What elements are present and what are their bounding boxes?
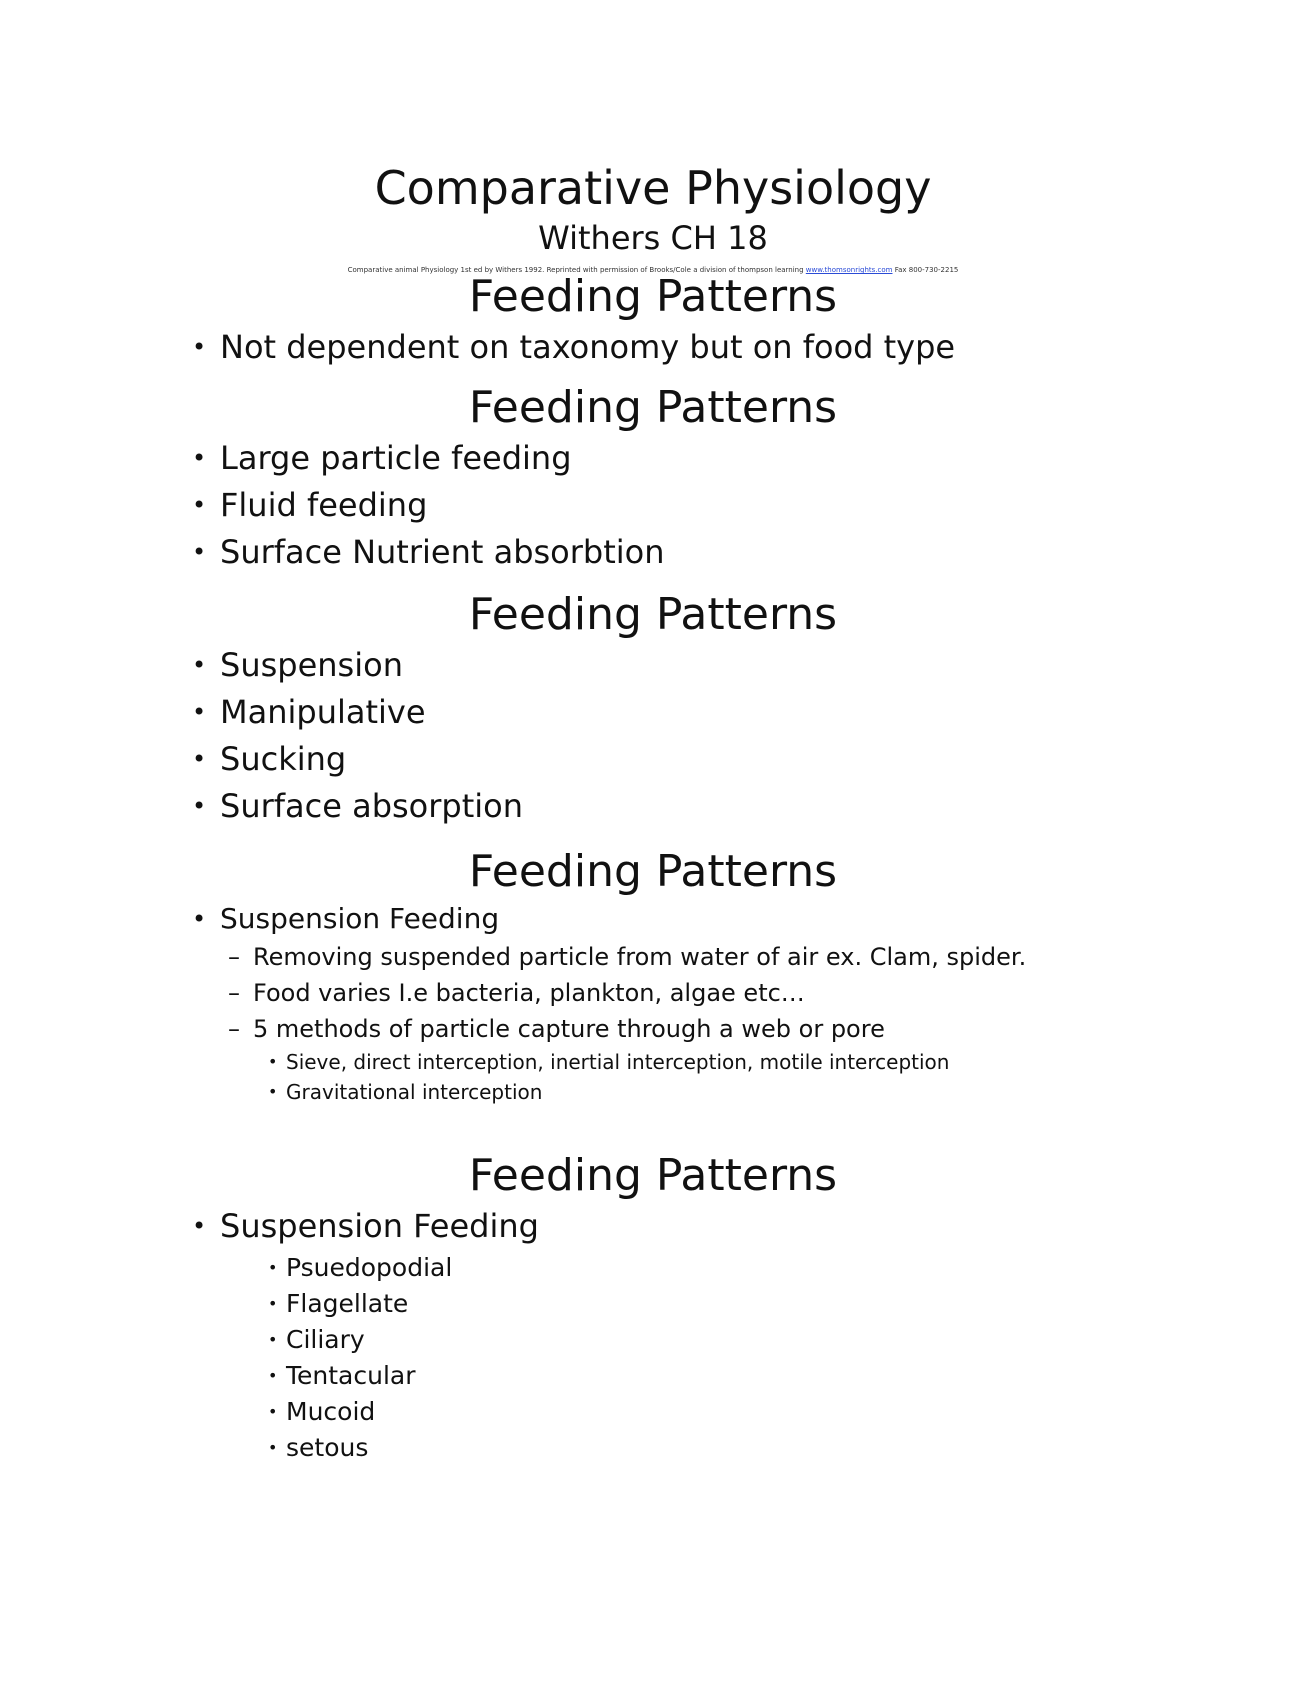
credit-fax: Fax 800-730-2215 <box>894 266 959 274</box>
list-item: • Surface Nutrient absorbtion <box>0 529 1306 576</box>
document-title: Comparative Physiology <box>374 161 932 215</box>
bullet-list <box>0 324 1306 371</box>
sub-list-item: • Psuedopodial <box>0 1250 1306 1286</box>
bullet-list <box>0 1203 1306 1466</box>
section-1 <box>0 270 1306 371</box>
list-item: • Suspension Feeding <box>0 1203 1306 1250</box>
bullet-list <box>0 642 1306 830</box>
sub-list-item: • Ciliary <box>0 1322 1306 1358</box>
section-heading: Feeding Patterns <box>468 589 838 640</box>
list-item: • Fluid feeding <box>0 482 1306 529</box>
section-heading: Feeding Patterns <box>468 271 838 322</box>
sub-list-item: – 5 methods of particle capture through a web or pore <box>0 1011 1306 1047</box>
sub-list-item: • Tentacular <box>0 1358 1306 1394</box>
section-5 <box>0 1149 1306 1466</box>
list-item: • Sucking <box>0 736 1306 783</box>
list-item: • Suspension Feeding <box>0 899 1306 939</box>
credit-text: Comparative animal Physiology 1st ed by Withers 1992. Reprinted with permission of Brooks/Cole a division of thompson learning <box>347 266 804 274</box>
section-heading: Feeding Patterns <box>468 846 838 897</box>
sub-sub-list-item: • Gravitational interception <box>0 1077 1306 1107</box>
section-heading: Feeding Patterns <box>468 1150 838 1201</box>
document-subtitle: Withers CH 18 <box>538 219 768 257</box>
section-4 <box>0 845 1306 1107</box>
sub-list-item: – Removing suspended particle from water of air ex. Clam, spider. <box>0 939 1306 975</box>
list-item: • Manipulative <box>0 689 1306 736</box>
list-item: • Suspension <box>0 642 1306 689</box>
list-item: • Not dependent on taxonomy but on food type <box>0 324 1306 371</box>
list-item: • Large particle feeding <box>0 435 1306 482</box>
bullet-list <box>0 435 1306 576</box>
sub-sub-list-item: • Sieve, direct interception, inertial interception, motile interception <box>0 1047 1306 1077</box>
sub-list-item: • setous <box>0 1430 1306 1466</box>
section-2 <box>0 381 1306 576</box>
list-item: • Surface absorption <box>0 783 1306 830</box>
sub-list-item: • Flagellate <box>0 1286 1306 1322</box>
sub-list-item: • Mucoid <box>0 1394 1306 1430</box>
sub-list-item: – Food varies I.e bacteria, plankton, algae etc… <box>0 975 1306 1011</box>
section-heading: Feeding Patterns <box>468 382 838 433</box>
bullet-list <box>0 899 1306 1107</box>
credit-link[interactable]: www.thomsonrights.com <box>805 266 893 274</box>
section-3 <box>0 588 1306 830</box>
